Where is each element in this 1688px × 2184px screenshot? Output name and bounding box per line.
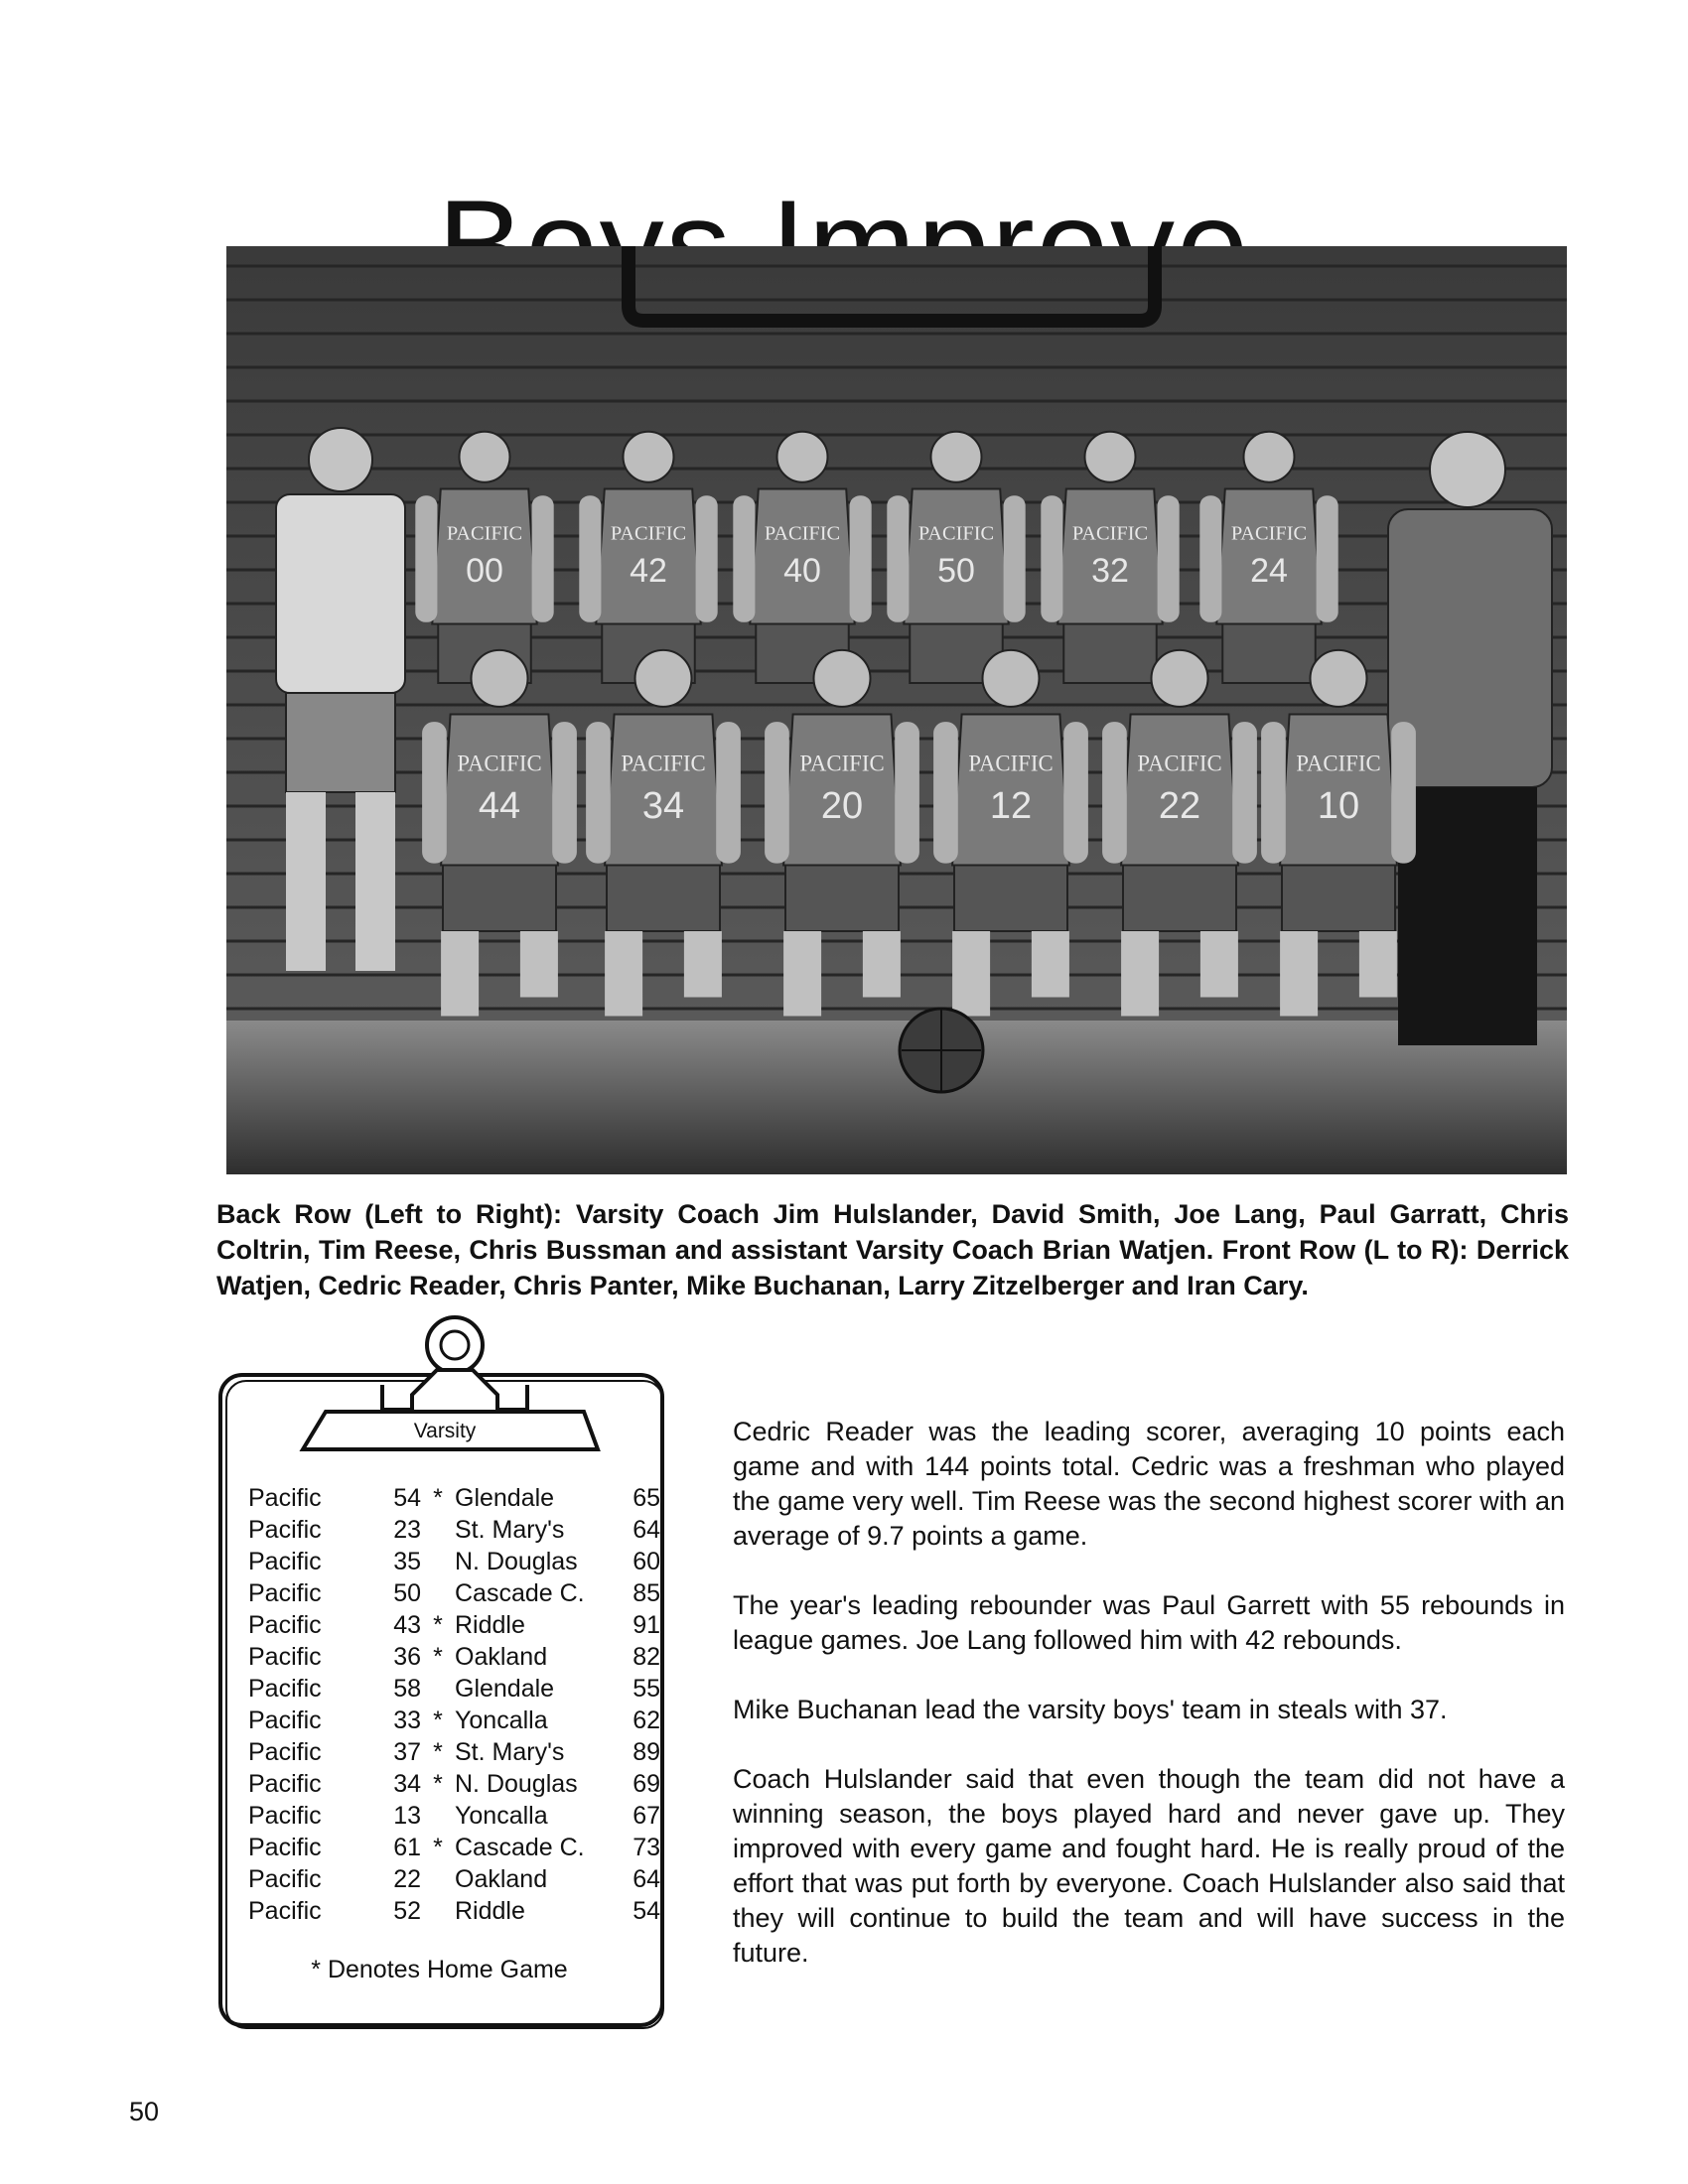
player-arm	[716, 722, 741, 864]
player-shorts	[1282, 866, 1395, 932]
player-leg	[1032, 931, 1069, 998]
jersey-number: 34	[641, 785, 685, 827]
player-arm	[1158, 495, 1180, 622]
player-arm	[1041, 495, 1062, 622]
home-game-footnote: * Denotes Home Game	[311, 1956, 568, 1983]
player-leg	[1200, 931, 1238, 998]
schedule-opponent: Cascade C.	[455, 1834, 585, 1861]
jersey-number: 20	[820, 785, 864, 827]
schedule-opponent: St. Mary's	[455, 1516, 565, 1544]
schedule-row	[248, 1832, 665, 1863]
schedule-team-score: 37	[393, 1738, 421, 1766]
player-arm	[1261, 722, 1286, 864]
team-photo	[226, 246, 1567, 1174]
jersey-number: 00	[466, 552, 503, 590]
article-paragraph: Cedric Reader was the leading scorer, averaging 10 points each game and with 144 points total. Cedric was a freshman who played the game very well. Tim Reese was the second highest scorer with an average of 9.7 points a game.	[733, 1417, 1565, 1551]
player-arm	[933, 722, 958, 864]
schedule-team-score: 34	[393, 1770, 421, 1798]
player-head	[1152, 650, 1208, 707]
team-photo-drawing	[226, 246, 1567, 1174]
player-leg	[605, 931, 642, 1017]
player-arm	[552, 722, 577, 864]
jersey-number: 12	[989, 785, 1033, 827]
jersey-text: PACIFIC	[917, 522, 995, 545]
player-leg	[783, 931, 821, 1017]
player-leg	[1359, 931, 1397, 998]
schedule-team: Pacific	[248, 1706, 322, 1734]
article-text	[733, 1415, 1565, 2005]
schedule-row	[248, 1641, 665, 1673]
schedule-opp-score: 69	[633, 1770, 660, 1798]
player-shorts	[443, 866, 556, 932]
schedule-opp-score: 73	[633, 1834, 660, 1861]
schedule-team: Pacific	[248, 1770, 322, 1798]
player-arm	[1199, 495, 1221, 622]
schedule-home	[421, 1800, 455, 1832]
schedule-row	[248, 1546, 665, 1577]
jersey-number: 42	[630, 552, 667, 590]
jersey-text: PACIFIC	[799, 751, 885, 776]
article-paragraph: The year's leading rebounder was Paul Garrett with 55 rebounds in league games. Joe Lang followed him with 42 rebounds.	[733, 1590, 1565, 1655]
schedule-home: *	[433, 1484, 443, 1512]
schedule-team-score: 61	[393, 1834, 421, 1861]
schedule-home: *	[433, 1738, 443, 1766]
schedule-opponent: Yoncalla	[455, 1706, 548, 1734]
schedule-home	[421, 1863, 455, 1895]
schedule-opponent: N. Douglas	[455, 1548, 578, 1575]
schedule-team: Pacific	[248, 1738, 322, 1766]
player-arm	[1317, 495, 1338, 622]
schedule-team: Pacific	[248, 1897, 322, 1925]
coach-shirt	[276, 494, 405, 693]
schedule-team-score: 33	[393, 1706, 421, 1734]
schedule-table	[248, 1482, 665, 1927]
schedule-team-score: 52	[393, 1897, 421, 1925]
schedule-team: Pacific	[248, 1611, 322, 1639]
player-shorts	[1123, 866, 1236, 932]
player-head	[1244, 432, 1295, 482]
player-arm	[586, 722, 611, 864]
schedule-team: Pacific	[248, 1484, 322, 1512]
player-leg	[441, 931, 479, 1017]
schedule-team: Pacific	[248, 1643, 322, 1671]
player-head	[983, 650, 1040, 707]
schedule-opp-score: 65	[633, 1484, 660, 1512]
jersey-text: PACIFIC	[457, 751, 542, 776]
schedule-opponent: Glendale	[455, 1484, 555, 1512]
schedule-home: *	[433, 1834, 443, 1861]
schedule-opp-score: 82	[633, 1643, 660, 1671]
gym-floor	[226, 1021, 1567, 1174]
schedule-home	[421, 1546, 455, 1577]
schedule-opp-score: 64	[633, 1516, 660, 1544]
jersey-number: 50	[937, 552, 975, 590]
schedule-opp-score: 91	[633, 1611, 660, 1639]
schedule-opponent: Oakland	[455, 1643, 548, 1671]
player-leg	[520, 931, 558, 998]
schedule-opponent: Yoncalla	[455, 1802, 548, 1830]
jersey-number: 44	[478, 785, 521, 827]
player-head	[1311, 650, 1367, 707]
schedule-row	[248, 1736, 665, 1768]
jersey-text: PACIFIC	[1071, 522, 1149, 545]
jersey-text: PACIFIC	[1296, 751, 1381, 776]
coach-shorts	[286, 693, 395, 792]
schedule-team-score: 58	[393, 1675, 421, 1703]
jersey-text: PACIFIC	[610, 522, 687, 545]
coach-head	[1430, 432, 1505, 507]
schedule-opp-score: 60	[633, 1548, 660, 1575]
schedule-opp-score: 89	[633, 1738, 660, 1766]
schedule-opponent: Glendale	[455, 1675, 555, 1703]
photo-caption: Back Row (Left to Right): Varsity Coach Jim Hulslander, David Smith, Joe Lang, Paul Garratt, Chris Coltrin, Tim Reese, Chris Bussman and assistant Varsity Coach Brian Watjen. Front Row (L to R): Derrick Watjen, Cedric Reader, Chris Panter, Mike Buchanan, Larry Zitzelberger and Iran Cary.	[216, 1199, 1569, 1300]
player-arm	[887, 495, 909, 622]
coach-leg	[286, 792, 326, 971]
jersey-number: 10	[1317, 785, 1360, 827]
schedule-row	[248, 1863, 665, 1895]
coach-pants	[1398, 787, 1537, 1045]
jersey-text: PACIFIC	[1137, 751, 1222, 776]
player-head	[635, 650, 692, 707]
schedule-team: Pacific	[248, 1834, 322, 1861]
schedule-opp-score: 67	[633, 1802, 660, 1830]
schedule-home	[421, 1895, 455, 1927]
schedule-team-score: 22	[393, 1865, 421, 1893]
schedule-opp-score: 55	[633, 1675, 660, 1703]
schedule-home: *	[433, 1611, 443, 1639]
player-arm	[1391, 722, 1416, 864]
schedule-clipboard	[209, 1300, 675, 2037]
player-leg	[1121, 931, 1159, 1017]
schedule-row	[248, 1514, 665, 1546]
schedule-opp-score: 64	[633, 1865, 660, 1893]
player-head	[460, 432, 510, 482]
player-arm	[1102, 722, 1127, 864]
player-leg	[952, 931, 990, 1017]
player-shorts	[607, 866, 720, 932]
schedule-home: *	[433, 1706, 443, 1734]
schedule-row	[248, 1673, 665, 1705]
schedule-row	[248, 1577, 665, 1609]
player-arm	[579, 495, 601, 622]
schedule-team-score: 13	[393, 1802, 421, 1830]
schedule-home	[421, 1673, 455, 1705]
schedule-team-score: 36	[393, 1643, 421, 1671]
player-head	[472, 650, 528, 707]
schedule-team-score: 54	[393, 1484, 421, 1512]
player-head	[814, 650, 871, 707]
schedule-opponent: St. Mary's	[455, 1738, 565, 1766]
player-arm	[733, 495, 755, 622]
schedule-home: *	[433, 1770, 443, 1798]
schedule-opponent: Riddle	[455, 1897, 525, 1925]
player-arm	[1063, 722, 1088, 864]
player-head	[1085, 432, 1136, 482]
player-head	[777, 432, 828, 482]
schedule-opponent: Riddle	[455, 1611, 525, 1639]
schedule-row	[248, 1800, 665, 1832]
schedule-label: Varsity	[413, 1420, 477, 1442]
schedule-home	[421, 1577, 455, 1609]
player-arm	[422, 722, 447, 864]
jersey-number: 32	[1091, 552, 1129, 590]
schedule-team-score: 43	[393, 1611, 421, 1639]
jersey-text: PACIFIC	[1230, 522, 1308, 545]
player-arm	[696, 495, 718, 622]
schedule-row	[248, 1895, 665, 1927]
player-leg	[1280, 931, 1318, 1017]
article-paragraph: Mike Buchanan lead the varsity boys' team in steals with 37.	[733, 1695, 1448, 1724]
jersey-text: PACIFIC	[446, 522, 523, 545]
coach-leg	[355, 792, 395, 971]
schedule-team: Pacific	[248, 1865, 322, 1893]
player-arm	[532, 495, 554, 622]
schedule-team: Pacific	[248, 1548, 322, 1575]
player-shorts	[954, 866, 1067, 932]
player-arm	[895, 722, 919, 864]
schedule-opp-score: 85	[633, 1579, 660, 1607]
schedule-row	[248, 1768, 665, 1800]
player-arm	[415, 495, 437, 622]
schedule-team: Pacific	[248, 1675, 322, 1703]
jersey-text: PACIFIC	[621, 751, 706, 776]
schedule-team-score: 23	[393, 1516, 421, 1544]
jersey-number: 22	[1158, 785, 1201, 827]
schedule-row	[248, 1609, 665, 1641]
schedule-home	[421, 1514, 455, 1546]
player-head	[624, 432, 674, 482]
schedule-opp-score: 54	[633, 1897, 660, 1925]
schedule-opp-score: 62	[633, 1706, 660, 1734]
schedule-opponent: Oakland	[455, 1865, 548, 1893]
schedule-home: *	[433, 1643, 443, 1671]
jersey-text: PACIFIC	[968, 751, 1054, 776]
schedule-row	[248, 1705, 665, 1736]
player-arm	[765, 722, 789, 864]
player-arm	[1232, 722, 1257, 864]
schedule-opponent: Cascade C.	[455, 1579, 585, 1607]
schedule-team: Pacific	[248, 1516, 322, 1544]
player-head	[931, 432, 982, 482]
jersey-number: 24	[1250, 552, 1288, 590]
schedule-team: Pacific	[248, 1802, 322, 1830]
jersey-number: 40	[783, 552, 821, 590]
player-leg	[684, 931, 722, 998]
player-shorts	[1222, 624, 1316, 684]
player-shorts	[1063, 624, 1157, 684]
schedule-team: Pacific	[248, 1579, 322, 1607]
page-number: 50	[129, 2097, 160, 2126]
schedule-row	[248, 1482, 665, 1514]
coach-head	[309, 428, 372, 491]
player-leg	[863, 931, 901, 998]
schedule-team-score: 35	[393, 1548, 421, 1575]
schedule-opponent: N. Douglas	[455, 1770, 578, 1798]
jersey-text: PACIFIC	[764, 522, 841, 545]
player-arm	[1004, 495, 1026, 622]
player-shorts	[785, 866, 899, 932]
player-arm	[850, 495, 872, 622]
schedule-team-score: 50	[393, 1579, 421, 1607]
article-paragraph: Coach Hulslander said that even though the team did not have a winning season, the boys played hard and never gave up. They improved with every game and fought hard. He is really proud of the effort that was put forth by everyone. Coach Hulslander also said that they will continue to build the team and will have success in the future.	[733, 1764, 1565, 1968]
